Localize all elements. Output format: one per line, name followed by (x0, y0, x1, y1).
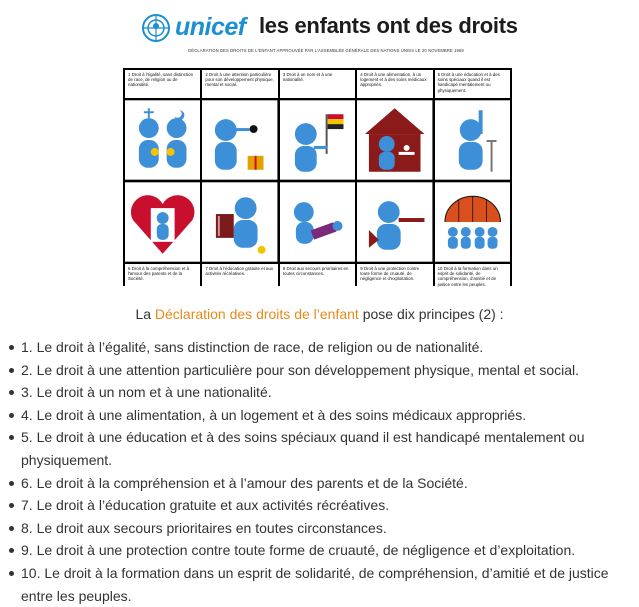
intro-text-after: pose dix principes (2) : (358, 306, 504, 322)
illustration-housing (357, 100, 432, 180)
caption-8: 8 Droit aux secours prioritaires en toutes circonstances. (280, 264, 355, 290)
list-item: 10. Le droit à la formation dans un esprit de solidarité, de compréhension, d’amitié et de justice entre les peuples. (8, 562, 636, 607)
illustration-love (125, 182, 200, 262)
unicef-emblem-icon (141, 13, 171, 43)
intro-paragraph (0, 306, 639, 322)
list-item: 1. Le droit à l’égalité, sans distinction de race, de religion ou de nationalité. (8, 336, 636, 359)
list-item: 7. Le droit à l’éducation gratuite et aux activités récréatives. (8, 494, 636, 517)
list-item: 6. Le droit à la compréhension et à l’amour des parents et de la Société. (8, 472, 636, 495)
illustration-solidarity (435, 182, 510, 262)
list-item: 2. Le droit à une attention particulière pour son développement physique, mental et social. (8, 359, 636, 382)
principles-list (8, 336, 636, 607)
intro-text-before: La (135, 306, 155, 322)
caption-1: 1 Droit à l'égalité, sans distinction de race, de religion ou de nationalité. (125, 70, 200, 98)
caption-3: 3 Droit à un nom et à une nationalité. (280, 70, 355, 98)
poster-header (121, 7, 518, 53)
caption-9: 9 Droit à une protection contre toute forme de cruauté, de négligence et d'exploitation. (357, 264, 432, 290)
declaration-link[interactable]: Déclaration des droits de l’enfant (154, 306, 359, 322)
illustration-special-care (435, 100, 510, 180)
caption-5: 5 Droit à une éducation et à des soins spéciaux quand il est handicapé mentalement ou physiquement. (435, 70, 510, 98)
caption-4: 4 Droit à une alimentation, à un logement et à des soins médicaux appropriés. (357, 70, 432, 98)
illustration-equality (125, 100, 200, 180)
caption-10: 10 Droit à la formation dans un esprit de solidarité, de compréhension, d'amitié et de justice entre les peuples. (435, 264, 510, 290)
list-item: 3. Le droit à un nom et à une nationalité. (8, 381, 636, 404)
illustration-education (202, 182, 277, 262)
caption-2: 2 Droit à une attention particulière pour son développement physique, mental et social. (202, 70, 277, 98)
illustration-relief (280, 182, 355, 262)
unicef-logo: unicef (175, 13, 246, 41)
illustration-name-nationality (280, 100, 355, 180)
list-item: 8. Le droit aux secours prioritaires en toutes circonstances. (8, 517, 636, 540)
caption-6: 6 Droit à la compréhension et à l'amour des parents et de la Société. (125, 264, 200, 290)
list-item: 4. Le droit à une alimentation, à un logement et à des soins médicaux appropriés. (8, 404, 636, 427)
list-item: 9. Le droit à une protection contre toute forme de cruauté, de négligence et d’exploitation. (8, 539, 636, 562)
poster-image (121, 7, 518, 287)
rights-grid (123, 68, 512, 286)
caption-7: 7 Droit à l'éducation gratuite et aux activités récréatives. (202, 264, 277, 290)
list-item: 5. Le droit à une éducation et à des soins spéciaux quand il est handicapé mentalement ou physiquement. (8, 426, 636, 471)
illustration-protection (357, 182, 432, 262)
illustration-development (202, 100, 277, 180)
poster-title: les enfants ont des droits (259, 13, 518, 38)
poster-subtitle: DÉCLARATION DES DROITS DE L'ENFANT APPROUVÉE PAR L'ASSEMBLÉE GÉNÉRALE DES NATIONS UNIES LE 20 NOVEMBRE 1959 (188, 48, 464, 53)
